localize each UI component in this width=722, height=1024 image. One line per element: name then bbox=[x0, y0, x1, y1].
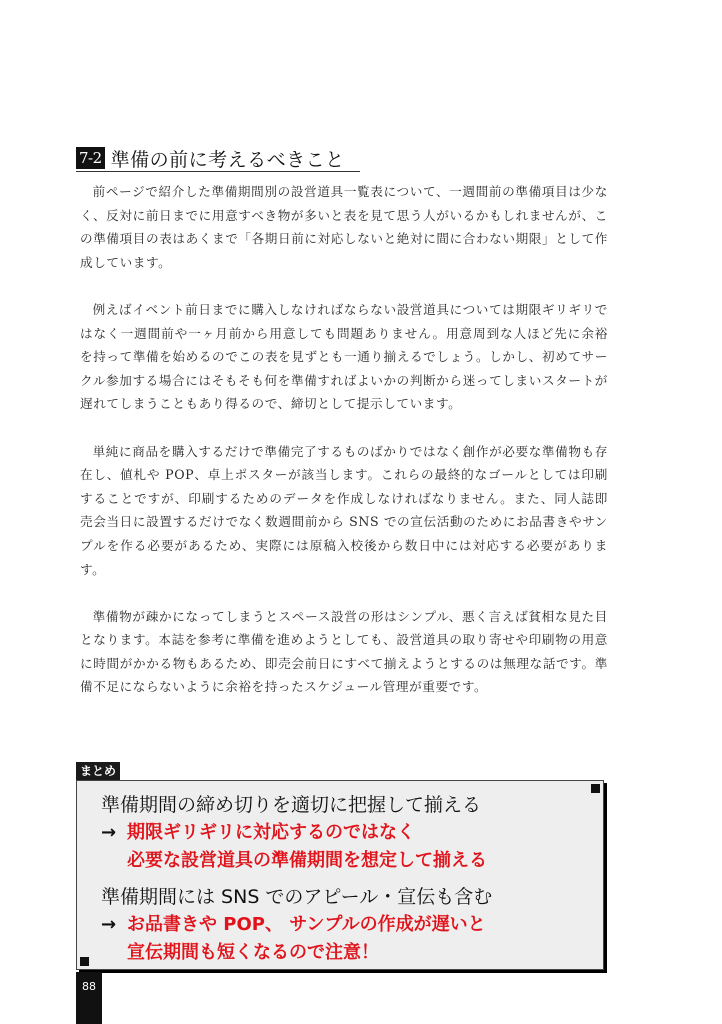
paragraph-2: 例えばイベント前日までに購入しなければならない設営道具については期限ギリギリではなく一週間前や一ヶ月前から用意しても問題ありません。用意周到な人ほど先に余裕を持って準備を始めるのでこの表を見ずとも一通り揃えるでしょう。しかし、初めてサークル参加する場合にはそもそも何を準備すればよいかの判断から迷ってしまいスタートが遅れてしまうこともあり得るので、締切として提示しています。 bbox=[80, 301, 608, 412]
section-heading bbox=[76, 145, 360, 172]
summary-item bbox=[101, 883, 492, 967]
page-number: 88 bbox=[82, 980, 96, 993]
arrow-icon: → bbox=[101, 822, 117, 843]
corner-mark-bottom-left bbox=[80, 957, 89, 966]
conclusion-line: お品書きや POP、 サンプルの作成が遅いと bbox=[127, 914, 486, 935]
paragraph-4: 準備物が疎かになってしまうとスペース設営の形はシンプル、悪く言えば貧相な見た目となります。本誌を参考に準備を進めようとしても、設営道具の取り寄せや印刷物の用意に時間がかかる物もあるため、即売会前日にすべて揃えようとするのは無理な話です。準備不足にならないように余裕を持ったスケジュール管理が重要です。 bbox=[80, 608, 608, 695]
paragraph-3: 単純に商品を購入するだけで準備完了するものばかりではなく創作が必要な準備物も存在し、値札や POP、卓上ポスターが該当します。これらの最終的なゴールとしては印刷することですが、印刷するためのデータを作成しなければなりません。また、同人誌即売会当日に設置するだけでなく数週間前から SNS での宣伝活動のためにお品書きやサンプルを作る必要があるため、実際には原稿入校後から数日中には対応する必要があります。 bbox=[80, 443, 608, 577]
summary-conclusion bbox=[101, 911, 492, 967]
body-text bbox=[80, 180, 608, 699]
conclusion-line: 期限ギリギリに対応するのではなく bbox=[127, 822, 415, 843]
section-title: 準備の前に考えるべきこと bbox=[110, 148, 345, 171]
section-number: 7-2 bbox=[76, 147, 105, 169]
paragraph-1: 前ページで紹介した準備期間別の設営道具一覧表について、一週間前の準備項目は少なく、反対に前日までに用意すべき物が多いと表を見て思う人がいるかもしれませんが、この準備項目の表はあくまで「各期日前に対応しないと絶対に間に合わない期限」として作成しています。 bbox=[80, 184, 608, 270]
summary-label: まとめ bbox=[76, 762, 120, 780]
summary-conclusion bbox=[101, 819, 492, 875]
conclusion-lines bbox=[127, 911, 486, 967]
summary-box bbox=[76, 780, 604, 970]
page-number-tab bbox=[76, 972, 102, 1024]
conclusion-lines bbox=[127, 819, 487, 875]
arrow-icon: → bbox=[101, 914, 117, 935]
conclusion-line: 必要な設営道具の準備期間を想定して揃える bbox=[127, 850, 487, 871]
summary-item bbox=[101, 791, 492, 875]
conclusion-line: 宣伝期間も短くなるので注意！ bbox=[127, 942, 379, 963]
summary-point: 準備期間には SNS でのアピール・宣伝も含む bbox=[101, 886, 493, 908]
summary-items bbox=[101, 791, 492, 975]
corner-mark-top-right bbox=[591, 784, 600, 793]
summary-point: 準備期間の締め切りを適切に把握して揃える bbox=[101, 794, 482, 816]
